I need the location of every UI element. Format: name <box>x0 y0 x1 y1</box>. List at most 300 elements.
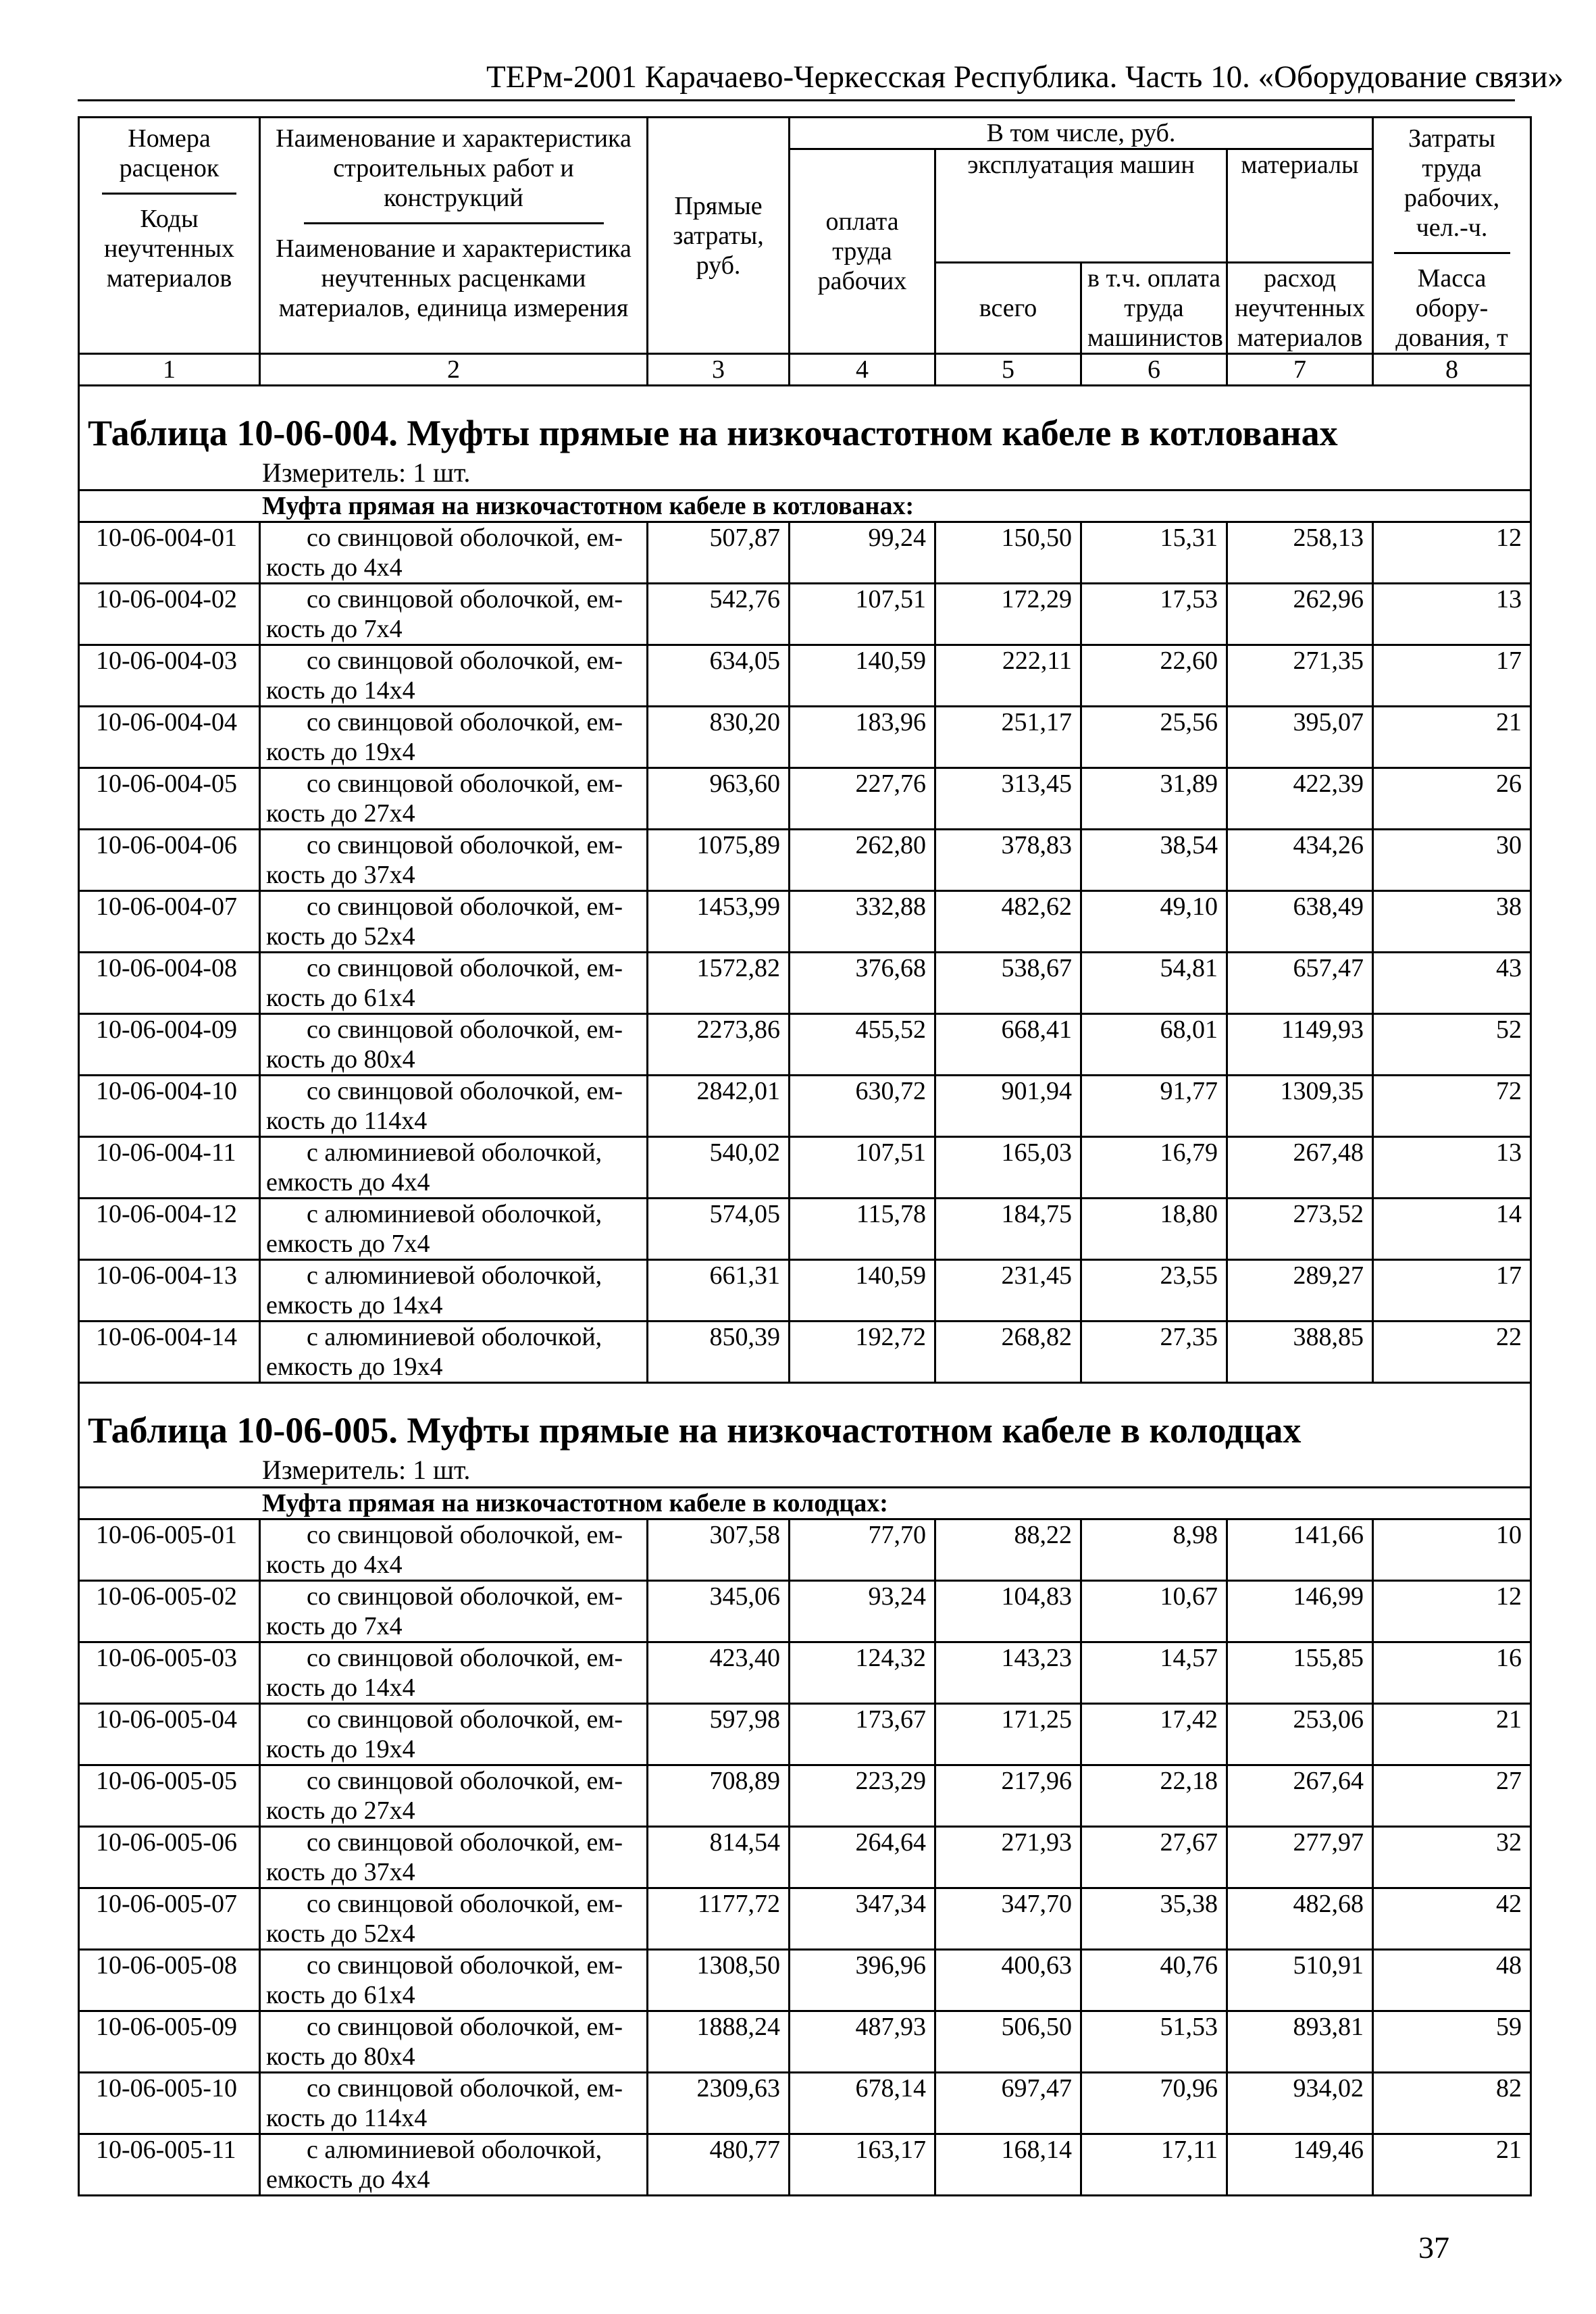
materials: 149,46 <box>1227 2134 1373 2196</box>
rate-code: 10-06-005-08 <box>79 1950 260 2011</box>
header-col2-rule <box>304 222 604 224</box>
machines-total: 217,96 <box>935 1765 1081 1827</box>
machines-total: 88,22 <box>935 1519 1081 1581</box>
rate-name-line2: кость до 14х4 <box>266 676 415 705</box>
machines-total: 271,93 <box>935 1827 1081 1888</box>
rate-name-line1: со свинцовой оболочкой, ем- <box>307 770 623 798</box>
machines-total: 172,29 <box>935 584 1081 645</box>
machinist-pay: 31,89 <box>1081 768 1227 830</box>
labor-pay: 99,24 <box>790 522 935 584</box>
direct-costs: 661,31 <box>648 1260 790 1322</box>
rate-name-line1: с алюминиевой оболочкой, <box>307 1323 602 1351</box>
direct-costs: 1177,72 <box>648 1888 790 1950</box>
rate-code: 10-06-005-07 <box>79 1888 260 1950</box>
page-number: 37 <box>1418 2230 1449 2265</box>
labor-hours: 27 <box>1373 1765 1531 1827</box>
column-number: 2 <box>260 354 648 386</box>
rate-name <box>260 522 648 584</box>
machines-total: 268,82 <box>935 1322 1081 1383</box>
machines-total: 400,63 <box>935 1950 1081 2011</box>
direct-costs: 540,02 <box>648 1137 790 1199</box>
rate-name-line1: со свинцовой оболочкой, ем- <box>307 585 623 613</box>
rate-code: 10-06-004-01 <box>79 522 260 584</box>
rate-code: 10-06-005-05 <box>79 1765 260 1827</box>
header-col6: в т.ч. оплата труда машинистов <box>1081 263 1227 354</box>
column-number: 1 <box>79 354 260 386</box>
rate-name-line2: емкость до 4х4 <box>266 2165 430 2194</box>
machinist-pay: 68,01 <box>1081 1014 1227 1076</box>
column-number: 4 <box>790 354 935 386</box>
rate-name-line1: со свинцовой оболочкой, ем- <box>307 1582 623 1611</box>
rate-name-line1: со свинцовой оболочкой, ем- <box>307 524 623 552</box>
rate-name-line1: с алюминиевой оболочкой, <box>307 1138 602 1167</box>
direct-costs: 814,54 <box>648 1827 790 1888</box>
header-col5: всего <box>935 263 1081 354</box>
rate-name <box>260 1704 648 1765</box>
rate-name-line2: кость до 27х4 <box>266 1796 415 1825</box>
rate-name-line2: кость до 7х4 <box>266 615 403 643</box>
table-row <box>79 1076 1531 1137</box>
rate-code: 10-06-005-06 <box>79 1827 260 1888</box>
direct-costs: 2309,63 <box>648 2073 790 2134</box>
materials: 1309,35 <box>1227 1076 1373 1137</box>
labor-pay: 115,78 <box>790 1199 935 1260</box>
labor-hours: 52 <box>1373 1014 1531 1076</box>
header-row-1 <box>79 118 1531 149</box>
direct-costs: 1453,99 <box>648 891 790 953</box>
header-materials: материалы <box>1227 149 1373 263</box>
direct-costs: 597,98 <box>648 1704 790 1765</box>
labor-hours: 14 <box>1373 1199 1531 1260</box>
labor-hours: 12 <box>1373 1581 1531 1642</box>
materials: 510,91 <box>1227 1950 1373 2011</box>
rate-name <box>260 1076 648 1137</box>
labor-pay: 347,34 <box>790 1888 935 1950</box>
machines-total: 104,83 <box>935 1581 1081 1642</box>
rate-name <box>260 1888 648 1950</box>
labor-hours: 38 <box>1373 891 1531 953</box>
direct-costs: 830,20 <box>648 707 790 768</box>
labor-pay: 455,52 <box>790 1014 935 1076</box>
machines-total: 482,62 <box>935 891 1081 953</box>
direct-costs: 708,89 <box>648 1765 790 1827</box>
labor-pay: 140,59 <box>790 645 935 707</box>
rate-name-line1: со свинцовой оболочкой, ем- <box>307 1705 623 1734</box>
materials: 141,66 <box>1227 1519 1373 1581</box>
labor-hours: 82 <box>1373 2073 1531 2134</box>
direct-costs: 850,39 <box>648 1322 790 1383</box>
machinist-pay: 8,98 <box>1081 1519 1227 1581</box>
machines-total: 506,50 <box>935 2011 1081 2073</box>
table-row <box>79 768 1531 830</box>
machinist-pay: 10,67 <box>1081 1581 1227 1642</box>
rate-name-line2: кость до 80х4 <box>266 1045 415 1074</box>
rate-name <box>260 1199 648 1260</box>
table-row <box>79 1014 1531 1076</box>
machinist-pay: 22,18 <box>1081 1765 1227 1827</box>
labor-pay: 262,80 <box>790 830 935 891</box>
labor-pay: 183,96 <box>790 707 935 768</box>
machinist-pay: 23,55 <box>1081 1260 1227 1322</box>
rate-name <box>260 768 648 830</box>
header-col1-bottom: Коды неучтенных материалов <box>103 205 235 293</box>
materials: 482,68 <box>1227 1888 1373 1950</box>
materials: 388,85 <box>1227 1322 1373 1383</box>
table-body <box>79 118 1531 2196</box>
rate-name <box>260 2134 648 2196</box>
labor-pay: 173,67 <box>790 1704 935 1765</box>
direct-costs: 1308,50 <box>648 1950 790 2011</box>
materials: 267,64 <box>1227 1765 1373 1827</box>
labor-pay: 227,76 <box>790 768 935 830</box>
machines-total: 165,03 <box>935 1137 1081 1199</box>
labor-hours: 17 <box>1373 645 1531 707</box>
table-row <box>79 645 1531 707</box>
table-row <box>79 1322 1531 1383</box>
rate-name-line1: со свинцовой оболочкой, ем- <box>307 1015 623 1044</box>
rate-name-line2: кость до 37х4 <box>266 1858 415 1886</box>
materials: 267,48 <box>1227 1137 1373 1199</box>
rates-table <box>78 116 1532 2196</box>
rate-name-line1: со свинцовой оболочкой, ем- <box>307 1644 623 1672</box>
direct-costs: 2273,86 <box>648 1014 790 1076</box>
labor-hours: 17 <box>1373 1260 1531 1322</box>
rate-name-line1: со свинцовой оболочкой, ем- <box>307 2013 623 2041</box>
rate-name-line1: с алюминиевой оболочкой, <box>307 1200 602 1228</box>
machines-total: 171,25 <box>935 1704 1081 1765</box>
machinist-pay: 27,35 <box>1081 1322 1227 1383</box>
materials: 422,39 <box>1227 768 1373 830</box>
table-title-row <box>79 409 1531 457</box>
rate-name-line1: со свинцовой оболочкой, ем- <box>307 1521 623 1549</box>
column-number: 5 <box>935 354 1081 386</box>
table-row <box>79 1765 1531 1827</box>
rate-name-line2: кость до 14х4 <box>266 1674 415 1702</box>
rate-code: 10-06-005-02 <box>79 1581 260 1642</box>
table-row <box>79 953 1531 1014</box>
labor-pay: 264,64 <box>790 1827 935 1888</box>
labor-pay: 140,59 <box>790 1260 935 1322</box>
machines-total: 697,47 <box>935 2073 1081 2134</box>
labor-hours: 26 <box>1373 768 1531 830</box>
rate-name <box>260 1137 648 1199</box>
labor-pay: 678,14 <box>790 2073 935 2134</box>
rate-code: 10-06-004-12 <box>79 1199 260 1260</box>
rate-name-line1: со свинцовой оболочкой, ем- <box>307 831 623 859</box>
labor-hours: 59 <box>1373 2011 1531 2073</box>
direct-costs: 507,87 <box>648 522 790 584</box>
machines-total: 378,83 <box>935 830 1081 891</box>
table-row <box>79 1950 1531 2011</box>
materials: 395,07 <box>1227 707 1373 768</box>
labor-hours: 32 <box>1373 1827 1531 1888</box>
direct-costs: 574,05 <box>648 1199 790 1260</box>
table-row <box>79 2073 1531 2134</box>
unit-label: Измеритель: 1 шт. <box>79 1454 1531 1488</box>
labor-pay: 396,96 <box>790 1950 935 2011</box>
header-col8-bottom: Масса обору-дования, т <box>1395 264 1508 352</box>
rate-name <box>260 891 648 953</box>
rate-code: 10-06-004-04 <box>79 707 260 768</box>
materials: 289,27 <box>1227 1260 1373 1322</box>
direct-costs: 963,60 <box>648 768 790 830</box>
rate-name <box>260 953 648 1014</box>
machines-total: 313,45 <box>935 768 1081 830</box>
labor-hours: 30 <box>1373 830 1531 891</box>
machinist-pay: 22,60 <box>1081 645 1227 707</box>
table-row <box>79 522 1531 584</box>
machinist-pay: 51,53 <box>1081 2011 1227 2073</box>
machines-total: 143,23 <box>935 1642 1081 1704</box>
header-col3: Прямые затраты, руб. <box>648 118 790 354</box>
table-row <box>79 1704 1531 1765</box>
header-col1-top: Номера расценок <box>119 124 220 182</box>
table-row <box>79 1888 1531 1950</box>
rate-name-line2: кость до 114х4 <box>266 2104 428 2132</box>
rate-name-line2: емкость до 7х4 <box>266 1230 430 1258</box>
column-number: 6 <box>1081 354 1227 386</box>
rate-name-line1: с алюминиевой оболочкой, <box>307 1261 602 1290</box>
materials: 258,13 <box>1227 522 1373 584</box>
machines-total: 668,41 <box>935 1014 1081 1076</box>
machinist-pay: 18,80 <box>1081 1199 1227 1260</box>
head-rule <box>78 99 1515 101</box>
rate-name-line2: кость до 19х4 <box>266 738 415 766</box>
rate-name <box>260 707 648 768</box>
header-group: В том числе, руб. <box>790 118 1373 149</box>
labor-pay: 124,32 <box>790 1642 935 1704</box>
table-row <box>79 1642 1531 1704</box>
rate-code: 10-06-004-08 <box>79 953 260 1014</box>
machinist-pay: 14,57 <box>1081 1642 1227 1704</box>
rate-name <box>260 645 648 707</box>
labor-pay: 487,93 <box>790 2011 935 2073</box>
unit-label: Измеритель: 1 шт. <box>79 457 1531 491</box>
materials: 893,81 <box>1227 2011 1373 2073</box>
materials: 657,47 <box>1227 953 1373 1014</box>
direct-costs: 1888,24 <box>648 2011 790 2073</box>
column-number-row <box>79 354 1531 386</box>
machinist-pay: 17,53 <box>1081 584 1227 645</box>
rate-code: 10-06-004-11 <box>79 1137 260 1199</box>
header-col4: оплата труда рабочих <box>790 149 935 354</box>
materials: 146,99 <box>1227 1581 1373 1642</box>
rate-name-line1: с алюминиевой оболочкой, <box>307 2136 602 2164</box>
header-machines: эксплуатация машин <box>935 149 1227 263</box>
direct-costs: 634,05 <box>648 645 790 707</box>
rate-code: 10-06-004-13 <box>79 1260 260 1322</box>
direct-costs: 1572,82 <box>648 953 790 1014</box>
rate-name-line1: со свинцовой оболочкой, ем- <box>307 647 623 675</box>
machinist-pay: 49,10 <box>1081 891 1227 953</box>
rate-name <box>260 1642 648 1704</box>
labor-pay: 332,88 <box>790 891 935 953</box>
rate-code: 10-06-004-05 <box>79 768 260 830</box>
header-col2-bottom: Наименование и характеристика неучтенных расценками материалов, единица измерения <box>276 234 632 322</box>
labor-hours: 48 <box>1373 1950 1531 2011</box>
labor-hours: 42 <box>1373 1888 1531 1950</box>
rate-name-line1: со свинцовой оболочкой, ем- <box>307 1828 623 1857</box>
materials: 277,97 <box>1227 1827 1373 1888</box>
table-title-row <box>79 1407 1531 1454</box>
rate-name-line1: со свинцовой оболочкой, ем- <box>307 708 623 736</box>
machinist-pay: 25,56 <box>1081 707 1227 768</box>
machinist-pay: 35,38 <box>1081 1888 1227 1950</box>
materials: 638,49 <box>1227 891 1373 953</box>
labor-hours: 21 <box>1373 707 1531 768</box>
table-row <box>79 707 1531 768</box>
section-gap <box>79 386 1531 410</box>
rate-name-line1: со свинцовой оболочкой, ем- <box>307 1890 623 1918</box>
machinist-pay: 17,11 <box>1081 2134 1227 2196</box>
rate-code: 10-06-004-06 <box>79 830 260 891</box>
machines-total: 251,17 <box>935 707 1081 768</box>
header-col1-rule <box>102 193 236 195</box>
rate-name <box>260 1322 648 1383</box>
rate-name-line2: кость до 37х4 <box>266 861 415 889</box>
labor-hours: 21 <box>1373 1704 1531 1765</box>
rate-code: 10-06-005-09 <box>79 2011 260 2073</box>
labor-hours: 72 <box>1373 1076 1531 1137</box>
direct-costs: 1075,89 <box>648 830 790 891</box>
group-row <box>79 491 1531 522</box>
rate-code: 10-06-004-10 <box>79 1076 260 1137</box>
labor-hours: 13 <box>1373 1137 1531 1199</box>
rate-name <box>260 1950 648 2011</box>
rate-name-line2: кость до 4х4 <box>266 1551 403 1579</box>
table-row <box>79 1137 1531 1199</box>
machinist-pay: 16,79 <box>1081 1137 1227 1199</box>
rate-name-line2: кость до 61х4 <box>266 1981 415 2009</box>
machinist-pay: 54,81 <box>1081 953 1227 1014</box>
rate-name-line2: кость до 114х4 <box>266 1107 428 1135</box>
machines-total: 347,70 <box>935 1888 1081 1950</box>
rate-name-line1: со свинцовой оболочкой, ем- <box>307 2074 623 2103</box>
running-head: ТЕРм-2001 Карачаево-Черкесская Республика. Часть 10. «Оборудование связи» <box>486 59 1564 95</box>
machinist-pay: 17,42 <box>1081 1704 1227 1765</box>
materials: 253,06 <box>1227 1704 1373 1765</box>
group-row <box>79 1488 1531 1519</box>
rate-code: 10-06-004-07 <box>79 891 260 953</box>
materials: 155,85 <box>1227 1642 1373 1704</box>
machines-total: 168,14 <box>935 2134 1081 2196</box>
table-title: Таблица 10-06-004. Муфты прямые на низкочастотном кабеле в котлованах <box>79 409 1531 457</box>
machinist-pay: 27,67 <box>1081 1827 1227 1888</box>
rate-name-line2: кость до 52х4 <box>266 1919 415 1948</box>
group-label: Муфта прямая на низкочастотном кабеле в колодцах: <box>79 1488 1531 1519</box>
header-col8-rule <box>1394 252 1510 254</box>
labor-pay: 192,72 <box>790 1322 935 1383</box>
rate-name <box>260 1014 648 1076</box>
direct-costs: 307,58 <box>648 1519 790 1581</box>
rate-code: 10-06-004-09 <box>79 1014 260 1076</box>
machines-total: 222,11 <box>935 645 1081 707</box>
materials: 273,52 <box>1227 1199 1373 1260</box>
rate-code: 10-06-005-04 <box>79 1704 260 1765</box>
machines-total: 184,75 <box>935 1199 1081 1260</box>
header-col7: расход неучтенных материалов <box>1227 263 1373 354</box>
rate-name-line2: емкость до 14х4 <box>266 1291 443 1319</box>
materials: 262,96 <box>1227 584 1373 645</box>
table-title: Таблица 10-06-005. Муфты прямые на низкочастотном кабеле в колодцах <box>79 1407 1531 1454</box>
direct-costs: 2842,01 <box>648 1076 790 1137</box>
rate-name-line2: кость до 27х4 <box>266 799 415 828</box>
rate-name <box>260 1260 648 1322</box>
labor-pay: 223,29 <box>790 1765 935 1827</box>
direct-costs: 480,77 <box>648 2134 790 2196</box>
labor-hours: 10 <box>1373 1519 1531 1581</box>
rate-name <box>260 830 648 891</box>
rate-code: 10-06-004-03 <box>79 645 260 707</box>
gap-cell <box>79 1383 1531 1407</box>
labor-pay: 107,51 <box>790 1137 935 1199</box>
materials: 434,26 <box>1227 830 1373 891</box>
rate-name-line1: со свинцовой оболочкой, ем- <box>307 1951 623 1980</box>
labor-pay: 93,24 <box>790 1581 935 1642</box>
table-row <box>79 1827 1531 1888</box>
direct-costs: 542,76 <box>648 584 790 645</box>
table-row <box>79 2011 1531 2073</box>
table-row <box>79 891 1531 953</box>
rate-code: 10-06-005-01 <box>79 1519 260 1581</box>
gap-cell <box>79 386 1531 410</box>
rate-name-line2: кость до 52х4 <box>266 922 415 951</box>
labor-hours: 13 <box>1373 584 1531 645</box>
machinist-pay: 91,77 <box>1081 1076 1227 1137</box>
section-gap <box>79 1383 1531 1407</box>
table-row <box>79 1260 1531 1322</box>
machines-total: 538,67 <box>935 953 1081 1014</box>
rate-name-line2: емкость до 4х4 <box>266 1168 430 1197</box>
rate-name-line1: со свинцовой оболочкой, ем- <box>307 954 623 982</box>
materials: 1149,93 <box>1227 1014 1373 1076</box>
machines-total: 901,94 <box>935 1076 1081 1137</box>
column-number: 3 <box>648 354 790 386</box>
unit-row <box>79 1454 1531 1488</box>
table-row <box>79 1519 1531 1581</box>
rate-name <box>260 1827 648 1888</box>
labor-hours: 21 <box>1373 2134 1531 2196</box>
rate-code: 10-06-005-11 <box>79 2134 260 2196</box>
table-row <box>79 1199 1531 1260</box>
rate-name-line1: со свинцовой оболочкой, ем- <box>307 892 623 921</box>
machines-total: 231,45 <box>935 1260 1081 1322</box>
rate-name-line2: емкость до 19х4 <box>266 1353 443 1381</box>
direct-costs: 423,40 <box>648 1642 790 1704</box>
machinist-pay: 15,31 <box>1081 522 1227 584</box>
table-row <box>79 1581 1531 1642</box>
rate-name-line1: со свинцовой оболочкой, ем- <box>307 1767 623 1795</box>
rate-name <box>260 1765 648 1827</box>
rate-name-line2: кость до 19х4 <box>266 1735 415 1763</box>
direct-costs: 345,06 <box>648 1581 790 1642</box>
labor-hours: 43 <box>1373 953 1531 1014</box>
rate-name-line1: со свинцовой оболочкой, ем- <box>307 1077 623 1105</box>
table-row <box>79 584 1531 645</box>
labor-hours: 22 <box>1373 1322 1531 1383</box>
column-number: 8 <box>1373 354 1531 386</box>
rate-name <box>260 2073 648 2134</box>
labor-hours: 12 <box>1373 522 1531 584</box>
group-label: Муфта прямая на низкочастотном кабеле в котлованах: <box>79 491 1531 522</box>
labor-hours: 16 <box>1373 1642 1531 1704</box>
materials: 271,35 <box>1227 645 1373 707</box>
rate-code: 10-06-005-10 <box>79 2073 260 2134</box>
rate-name-line2: кость до 80х4 <box>266 2042 415 2071</box>
header-col8-top: Затраты труда рабочих, чел.-ч. <box>1404 124 1500 242</box>
header-col2-top: Наименование и характеристика строительных работ и конструкций <box>276 124 632 212</box>
machinist-pay: 40,76 <box>1081 1950 1227 2011</box>
